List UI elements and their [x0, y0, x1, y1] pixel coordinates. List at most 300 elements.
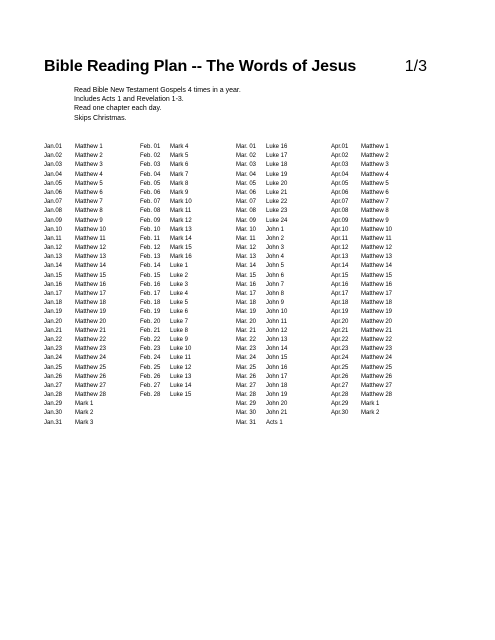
schedule-row: [236, 217, 287, 226]
schedule-row: [44, 262, 106, 271]
reading-date: Jan.30: [44, 410, 63, 417]
reading-date: Jan.27: [44, 382, 63, 389]
schedule-row: [44, 161, 106, 170]
schedule-row: [140, 171, 192, 180]
reading-date: Apr.27: [331, 382, 349, 389]
reading-date: Mar. 02: [236, 153, 257, 160]
reading-date: Feb. 21: [140, 327, 161, 334]
schedule-row: [236, 198, 287, 207]
schedule-row: [236, 171, 287, 180]
reading-date: Apr.15: [331, 272, 349, 279]
reading-date: Jan.13: [44, 254, 63, 261]
reading-date: Jan.02: [44, 153, 63, 160]
reading-chapter: John 8: [266, 291, 285, 297]
reading-chapter: Mark 3: [75, 419, 94, 426]
reading-date: Jan.21: [44, 327, 63, 334]
reading-date: Mar. 15: [236, 272, 257, 279]
reading-date: Feb. 23: [140, 346, 161, 353]
reading-chapter: John 15: [266, 355, 288, 362]
schedule-row: [236, 180, 287, 189]
reading-chapter: Luke 6: [170, 309, 189, 316]
reading-date: Apr.10: [331, 226, 349, 233]
reading-date: Jan.06: [44, 189, 63, 196]
schedule-row: [236, 409, 287, 418]
note-line: Includes Acts 1 and Revelation 1-3.: [74, 96, 184, 104]
schedule-row: [140, 207, 192, 216]
reading-chapter: Luke 13: [170, 373, 192, 380]
reading-chapter: Matthew 2: [75, 153, 103, 160]
reading-chapter: Matthew 12: [75, 245, 107, 252]
schedule-row: [140, 308, 192, 317]
reading-chapter: John 5: [266, 263, 285, 270]
schedule-row: [140, 217, 192, 226]
reading-chapter: Matthew 7: [75, 199, 103, 206]
schedule-row: [44, 336, 106, 345]
schedule-row: [331, 253, 392, 262]
reading-date: Jan.26: [44, 373, 63, 380]
reading-date: Mar. 13: [236, 254, 257, 261]
reading-chapter: Matthew 20: [75, 318, 107, 325]
schedule-row: [331, 345, 392, 354]
reading-chapter: Luke 14: [170, 382, 192, 389]
reading-date: Apr.03: [331, 162, 349, 169]
reading-chapter: Matthew 5: [361, 180, 389, 187]
reading-chapter: Luke 17: [266, 153, 288, 160]
reading-chapter: John 9: [266, 300, 285, 307]
reading-date: Feb. 19: [140, 309, 161, 316]
reading-chapter: John 7: [266, 281, 285, 288]
reading-chapter: Mark 1: [75, 401, 94, 408]
schedule-row: [44, 171, 106, 180]
schedule-row: [44, 253, 106, 262]
reading-chapter: Luke 20: [266, 180, 288, 187]
reading-chapter: Matthew 17: [75, 291, 107, 297]
schedule-row: [236, 327, 287, 336]
schedule-row: [331, 272, 392, 281]
reading-date: Mar. 17: [236, 291, 257, 297]
reading-date: Apr.13: [331, 254, 349, 261]
schedule-row: [236, 189, 287, 198]
schedule-row: [236, 373, 287, 382]
reading-date: Jan.04: [44, 171, 63, 178]
reading-date: Mar. 11: [236, 235, 256, 242]
reading-chapter: Matthew 5: [75, 180, 103, 187]
reading-date: Mar. 08: [236, 208, 257, 215]
schedule-row: [236, 152, 287, 161]
schedule-row: [140, 180, 192, 189]
schedule-row: [331, 235, 392, 244]
reading-date: Feb. 25: [140, 364, 161, 371]
reading-date: Jan.10: [44, 226, 63, 233]
reading-chapter: Mark 10: [170, 199, 192, 206]
reading-chapter: Matthew 26: [361, 373, 393, 380]
reading-date: Mar. 25: [236, 364, 257, 371]
schedule-row: [44, 143, 106, 152]
reading-chapter: Matthew 8: [361, 208, 389, 215]
schedule-row: [331, 336, 392, 345]
reading-date: Mar. 04: [236, 171, 257, 178]
schedule-row: [236, 244, 287, 253]
schedule-row: [140, 290, 192, 299]
reading-date: Mar. 23: [236, 346, 257, 353]
reading-chapter: Luke 4: [170, 291, 189, 297]
reading-date: Feb. 15: [140, 272, 161, 279]
reading-date: Jan.11: [44, 235, 62, 242]
reading-chapter: John 20: [266, 401, 288, 408]
reading-chapter: Matthew 21: [75, 327, 107, 334]
reading-chapter: Mark 1: [361, 401, 380, 408]
reading-chapter: Matthew 23: [75, 346, 107, 353]
schedule-row: [331, 400, 392, 409]
reading-date: Mar. 05: [236, 180, 257, 187]
schedule-row: [44, 382, 106, 391]
reading-date: Mar. 14: [236, 263, 257, 270]
reading-date: Feb. 14: [140, 263, 161, 270]
reading-date: Jan.09: [44, 217, 63, 224]
reading-chapter: Matthew 4: [361, 171, 389, 178]
schedule-row: [331, 262, 392, 271]
schedule-row: [331, 290, 392, 299]
schedule-row: [140, 373, 192, 382]
reading-chapter: Matthew 4: [75, 171, 103, 178]
reading-chapter: Matthew 10: [361, 226, 393, 233]
schedule-row: [44, 152, 106, 161]
reading-chapter: John 17: [266, 373, 288, 380]
schedule-row: [331, 327, 392, 336]
reading-date: Apr.20: [331, 318, 349, 325]
reading-chapter: Mark 6: [170, 162, 189, 169]
schedule-row: [331, 171, 392, 180]
reading-date: Apr.09: [331, 217, 349, 224]
reading-chapter: Luke 12: [170, 364, 192, 371]
schedule-row: [331, 318, 392, 327]
schedule-row: [44, 272, 106, 281]
schedule-row: [331, 207, 392, 216]
schedule-row: [236, 391, 287, 400]
reading-chapter: Luke 16: [266, 144, 288, 150]
schedule-row: [140, 262, 192, 271]
page-header: [44, 58, 427, 76]
reading-chapter: Mark 5: [170, 153, 189, 160]
schedule-row: [140, 143, 192, 152]
reading-chapter: Matthew 17: [361, 291, 393, 297]
schedule-row: [140, 345, 192, 354]
reading-chapter: John 19: [266, 392, 288, 399]
schedule-row: [44, 354, 106, 363]
schedule-row: [236, 262, 287, 271]
reading-date: Mar. 24: [236, 355, 257, 362]
reading-date: Mar. 21: [236, 327, 257, 334]
reading-chapter: John 10: [266, 309, 288, 316]
schedule-row: [236, 318, 287, 327]
reading-chapter: Luke 11: [170, 355, 191, 362]
reading-date: Feb. 04: [140, 171, 161, 178]
month-column-january: [44, 143, 106, 428]
reading-date: Apr.18: [331, 300, 349, 307]
reading-date: Apr.19: [331, 309, 349, 316]
reading-chapter: Luke 7: [170, 318, 189, 325]
reading-date: Jan.12: [44, 245, 63, 252]
schedule-row: [331, 180, 392, 189]
month-column-march: [236, 143, 287, 428]
reading-date: Feb. 07: [140, 199, 161, 206]
reading-date: Jan.07: [44, 199, 63, 206]
schedule-row: [44, 207, 106, 216]
reading-date: Feb. 05: [140, 180, 161, 187]
reading-date: Apr.23: [331, 346, 349, 353]
reading-chapter: Matthew 3: [361, 162, 389, 169]
reading-date: Feb. 22: [140, 336, 161, 343]
schedule-row: [331, 409, 392, 418]
schedule-row: [140, 198, 192, 207]
schedule-row: [44, 180, 106, 189]
reading-chapter: John 16: [266, 364, 288, 371]
schedule-row: [331, 382, 392, 391]
reading-chapter: John 4: [266, 254, 285, 261]
plan-notes: [74, 86, 241, 123]
reading-date: Mar. 16: [236, 281, 257, 288]
reading-chapter: Matthew 15: [75, 272, 107, 279]
schedule-row: [140, 244, 192, 253]
reading-chapter: Matthew 7: [361, 199, 389, 206]
reading-date: Feb. 11: [140, 235, 160, 242]
reading-chapter: Matthew 9: [75, 217, 103, 224]
reading-date: Feb. 26: [140, 373, 161, 380]
reading-chapter: Matthew 11: [361, 235, 392, 242]
schedule-row: [140, 253, 192, 262]
reading-chapter: Matthew 16: [361, 281, 393, 288]
reading-date: Jan.05: [44, 180, 63, 187]
reading-date: Jan.14: [44, 263, 63, 270]
reading-date: Mar. 18: [236, 300, 257, 307]
schedule-row: [140, 189, 192, 198]
schedule-row: [331, 364, 392, 373]
reading-chapter: Matthew 1: [75, 144, 103, 150]
schedule-row: [331, 281, 392, 290]
reading-chapter: Luke 15: [170, 392, 192, 399]
reading-chapter: Matthew 2: [361, 153, 389, 160]
reading-chapter: Matthew 15: [361, 272, 393, 279]
reading-date: Mar. 01: [236, 144, 257, 150]
schedule-row: [44, 198, 106, 207]
schedule-row: [236, 235, 287, 244]
schedule-row: [236, 143, 287, 152]
reading-chapter: Luke 3: [170, 281, 189, 288]
reading-date: Apr.02: [331, 153, 349, 160]
schedule-row: [140, 161, 192, 170]
reading-chapter: Mark 2: [75, 410, 94, 417]
reading-date: Mar. 09: [236, 217, 257, 224]
schedule-row: [44, 281, 106, 290]
reading-chapter: Matthew 1: [361, 144, 389, 150]
schedule-row: [44, 364, 106, 373]
reading-chapter: Matthew 6: [361, 189, 389, 196]
schedule-row: [140, 354, 192, 363]
reading-date: Mar. 29: [236, 401, 257, 408]
reading-chapter: Luke 22: [266, 199, 288, 206]
reading-date: Feb. 13: [140, 254, 161, 261]
reading-chapter: Luke 2: [170, 272, 189, 279]
note-line: Read Bible New Testament Gospels 4 times in a year.: [74, 87, 241, 94]
reading-date: Feb. 03: [140, 162, 161, 169]
reading-chapter: Matthew 28: [361, 392, 393, 399]
reading-date: Mar. 26: [236, 373, 257, 380]
schedule-row: [331, 161, 392, 170]
reading-date: Apr.22: [331, 336, 349, 343]
schedule-row: [44, 318, 106, 327]
schedule-row: [140, 152, 192, 161]
reading-date: Jan.22: [44, 336, 63, 343]
schedule-row: [44, 217, 106, 226]
reading-date: Jan.16: [44, 281, 63, 288]
schedule-row: [331, 354, 392, 363]
reading-date: Mar. 07: [236, 199, 257, 206]
reading-chapter: Luke 19: [266, 171, 288, 178]
schedule-row: [236, 354, 287, 363]
reading-date: Apr.14: [331, 263, 349, 270]
reading-date: Mar. 12: [236, 245, 257, 252]
reading-date: Apr.26: [331, 373, 349, 380]
reading-chapter: Mark 15: [170, 245, 192, 252]
reading-date: Jan.08: [44, 208, 63, 215]
schedule-row: [44, 373, 106, 382]
schedule-row: [140, 318, 192, 327]
reading-date: Feb. 18: [140, 300, 161, 307]
reading-chapter: Matthew 22: [361, 336, 393, 343]
reading-chapter: Matthew 11: [75, 235, 106, 242]
schedule-row: [44, 235, 106, 244]
reading-date: Apr.24: [331, 355, 349, 362]
reading-chapter: Matthew 24: [75, 355, 107, 362]
schedule-row: [236, 161, 287, 170]
reading-date: Jan.31: [44, 419, 63, 426]
reading-date: Feb. 17: [140, 291, 161, 297]
reading-chapter: Mark 4: [170, 144, 189, 150]
reading-chapter: Matthew 25: [361, 364, 393, 371]
reading-chapter: John 12: [266, 327, 288, 334]
reading-chapter: Luke 23: [266, 208, 288, 215]
schedule-row: [236, 207, 287, 216]
schedule-row: [236, 364, 287, 373]
schedule-row: [44, 244, 106, 253]
reading-date: Apr.01: [331, 144, 349, 150]
schedule-row: [236, 419, 287, 428]
month-column-february: [140, 143, 192, 400]
reading-chapter: Matthew 18: [361, 300, 393, 307]
reading-date: Apr.06: [331, 189, 349, 196]
reading-chapter: Acts 1: [266, 419, 283, 426]
reading-chapter: Matthew 24: [361, 355, 393, 362]
reading-date: Apr.12: [331, 245, 349, 252]
reading-chapter: Mark 8: [170, 180, 189, 187]
reading-date: Apr.11: [331, 235, 348, 242]
reading-date: Feb. 28: [140, 392, 161, 399]
reading-date: Apr.21: [331, 327, 349, 334]
reading-chapter: Matthew 25: [75, 364, 107, 371]
reading-date: Jan.20: [44, 318, 63, 325]
reading-date: Jan.03: [44, 162, 63, 169]
reading-date: Apr.08: [331, 208, 349, 215]
schedule-row: [331, 217, 392, 226]
schedule-row: [236, 345, 287, 354]
schedule-row: [331, 198, 392, 207]
reading-chapter: Matthew 3: [75, 162, 103, 169]
reading-chapter: Matthew 6: [75, 189, 103, 196]
reading-date: Mar. 28: [236, 392, 257, 399]
reading-chapter: Matthew 12: [361, 245, 393, 252]
schedule-row: [140, 336, 192, 345]
reading-date: Jan.17: [44, 291, 63, 297]
reading-date: Mar. 03: [236, 162, 257, 169]
reading-chapter: Mark 11: [170, 208, 192, 215]
schedule-row: [140, 327, 192, 336]
reading-date: Feb. 20: [140, 318, 161, 325]
schedule-row: [331, 373, 392, 382]
reading-date: Mar. 31: [236, 419, 257, 426]
schedule-row: [236, 290, 287, 299]
reading-chapter: John 21: [266, 410, 288, 417]
reading-date: Feb. 01: [140, 144, 161, 150]
reading-chapter: Mark 7: [170, 171, 189, 178]
reading-date: Mar. 10: [236, 226, 257, 233]
schedule-row: [331, 152, 392, 161]
reading-date: Apr.04: [331, 171, 349, 178]
schedule-row: [331, 143, 392, 152]
reading-chapter: Matthew 10: [75, 226, 107, 233]
schedule-row: [236, 382, 287, 391]
reading-date: Jan.25: [44, 364, 63, 371]
note-line: Skips Christmas.: [74, 114, 127, 122]
reading-chapter: John 13: [266, 336, 288, 343]
page-number: 1/3: [404, 58, 427, 75]
reading-chapter: Matthew 19: [75, 309, 107, 316]
schedule-row: [140, 391, 192, 400]
schedule-row: [236, 400, 287, 409]
reading-date: Apr.28: [331, 392, 349, 399]
schedule-row: [236, 299, 287, 308]
reading-date: Mar. 20: [236, 318, 257, 325]
reading-chapter: Matthew 26: [75, 373, 107, 380]
schedule-row: [331, 391, 392, 400]
schedule-row: [236, 253, 287, 262]
reading-chapter: Matthew 19: [361, 309, 393, 316]
schedule-row: [140, 226, 192, 235]
schedule-row: [44, 391, 106, 400]
reading-chapter: Luke 5: [170, 300, 189, 307]
reading-chapter: Matthew 21: [361, 327, 393, 334]
reading-date: Mar. 19: [236, 309, 257, 316]
reading-date: Apr.29: [331, 401, 349, 408]
schedule-row: [140, 281, 192, 290]
reading-chapter: Mark 9: [170, 189, 189, 196]
reading-chapter: Matthew 14: [361, 263, 393, 270]
schedule-row: [44, 308, 106, 317]
reading-date: Jan.15: [44, 272, 63, 279]
reading-chapter: John 1: [266, 226, 285, 233]
reading-chapter: Matthew 20: [361, 318, 393, 325]
schedule-row: [140, 272, 192, 281]
schedule-row: [236, 226, 287, 235]
reading-chapter: Matthew 27: [75, 382, 107, 389]
schedule-row: [44, 409, 106, 418]
reading-chapter: Luke 8: [170, 327, 189, 334]
reading-date: Jan.01: [44, 144, 63, 150]
reading-chapter: Luke 21: [266, 189, 288, 196]
schedule-row: [44, 327, 106, 336]
month-column-april: [331, 143, 392, 419]
reading-date: Feb. 09: [140, 217, 161, 224]
reading-chapter: John 14: [266, 346, 288, 353]
